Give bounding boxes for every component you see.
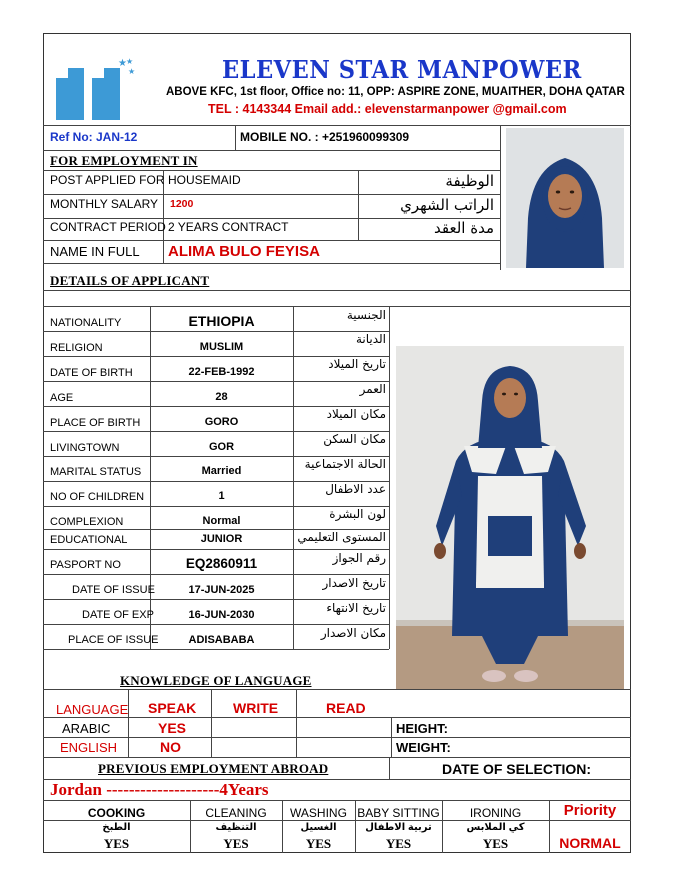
- date-of-exp-label: DATE OF EXP: [82, 609, 154, 621]
- children-arabic: عدد الاطفال: [325, 482, 386, 496]
- company-name: ELEVEN STAR MANPOWER: [222, 55, 582, 84]
- skill-cleaning-label: CLEANING: [205, 806, 267, 820]
- arabic-speak-value: YES: [158, 720, 187, 736]
- skill-ironing-arabic: كي الملابس: [466, 822, 525, 833]
- priority-value: NORMAL: [559, 835, 621, 851]
- logo-graphic: [52, 52, 136, 124]
- skill-cleaning-value: YES: [223, 836, 249, 851]
- marital-status-arabic: الحالة الاجتماعية: [304, 457, 386, 471]
- skill-cooking-arabic: الطبخ: [102, 822, 131, 833]
- weight-label: WEIGHT:: [396, 740, 451, 755]
- complexion-label: COMPLEXION: [50, 516, 124, 528]
- employment-section-title: FOR EMPLOYMENT IN: [50, 153, 198, 168]
- religion-value: MUSLIM: [199, 341, 244, 353]
- educational-value: JUNIOR: [200, 533, 243, 545]
- svg-text:★: ★: [128, 67, 136, 76]
- language-section-title: KNOWLEDGE OF LANGUAGE: [120, 673, 312, 688]
- livingtown-label: LIVINGTOWN: [50, 442, 120, 454]
- passport-no-value: EQ2860911: [185, 556, 258, 571]
- svg-text:★: ★: [126, 57, 134, 66]
- dob-value: 22-FEB-1992: [188, 366, 255, 378]
- previous-employment-title: PREVIOUS EMPLOYMENT ABROAD: [98, 761, 329, 776]
- complexion-value: Normal: [202, 515, 241, 527]
- date-of-exp-arabic: تاريخ الانتهاء: [326, 601, 386, 615]
- religion-arabic: الديانة: [355, 332, 386, 346]
- post-applied-value: HOUSEMAID: [168, 173, 241, 187]
- applicant-passport-photo: [506, 128, 624, 268]
- monthly-salary-arabic: الراتب الشهري: [400, 196, 494, 214]
- children-value: 1: [218, 490, 225, 502]
- english-language-label: ENGLISH: [60, 740, 118, 755]
- monthly-salary-label: MONTHLY SALARY: [50, 197, 159, 211]
- age-label: AGE: [50, 392, 74, 404]
- nationality-arabic: الجنسية: [346, 308, 386, 322]
- complexion-arabic: لون البشرة: [329, 507, 386, 521]
- skill-baby-sitting-value: YES: [385, 836, 412, 851]
- place-of-issue-arabic: مكان الاصدار: [320, 626, 386, 640]
- contract-period-label: CONTRACT PERIOD: [50, 220, 166, 234]
- post-applied-label: POST APPLIED FOR: [50, 173, 165, 187]
- contract-period-value: 2 YEARS CONTRACT: [168, 220, 289, 234]
- religion-label: RELIGION: [50, 342, 103, 354]
- dob-arabic: تاريخ الميلاد: [328, 357, 386, 371]
- language-header: LANGUAGE: [56, 702, 129, 717]
- company-logo: [52, 52, 136, 124]
- nationality-label: NATIONALITY: [50, 317, 122, 329]
- skill-washing-value: YES: [305, 836, 332, 851]
- livingtown-arabic: مكان السكن: [323, 432, 386, 446]
- date-of-issue-value: 17-JUN-2025: [188, 584, 255, 596]
- priority-label: Priority: [563, 802, 617, 819]
- educational-arabic: المستوى التعليمي: [297, 530, 386, 544]
- nationality-value: ETHIOPIA: [188, 313, 255, 329]
- place-of-issue-value: ADISABABA: [188, 634, 255, 646]
- read-header: READ: [326, 700, 366, 716]
- skill-washing-label: WASHING: [290, 806, 347, 820]
- skill-cooking-value: YES: [103, 836, 130, 851]
- arabic-language-label: ARABIC: [62, 721, 111, 736]
- write-header: WRITE: [233, 700, 279, 716]
- age-arabic: العمر: [359, 382, 386, 396]
- skill-cleaning-arabic: التنظيف: [215, 822, 257, 833]
- height-label: HEIGHT:: [396, 721, 448, 736]
- company-address: ABOVE KFC, 1st floor, Office no: 11, OPP: ASPIRE ZONE, MUAITHER, DOHA QATAR: [166, 86, 625, 98]
- marital-status-label: MARITAL STATUS: [50, 466, 142, 478]
- applicant-full-body-photo: [396, 346, 624, 689]
- passport-no-label: PASPORT NO: [50, 559, 121, 571]
- skill-baby-sitting-label: BABY SITTING: [357, 806, 440, 820]
- skill-washing-arabic: الغسيل: [300, 822, 337, 833]
- skill-baby-sitting-arabic: تربية الاطفال: [365, 822, 432, 833]
- age-value: 28: [215, 391, 228, 403]
- english-speak-value: NO: [160, 739, 181, 755]
- skill-ironing-value: YES: [482, 836, 509, 851]
- children-label: NO OF CHILDREN: [50, 491, 145, 503]
- skill-ironing-label: IRONING: [469, 806, 522, 820]
- livingtown-value: GOR: [208, 441, 235, 453]
- skill-cooking-label: COOKING: [87, 806, 146, 820]
- svg-text:★: ★: [118, 58, 127, 69]
- details-section-title: DETAILS OF APPLICANT: [50, 273, 210, 288]
- speak-header: SPEAK: [148, 700, 197, 716]
- date-of-issue-arabic: تاريخ الاصدار: [322, 576, 386, 590]
- ref-number: Ref No: JAN-12: [50, 130, 138, 144]
- date-of-selection-label: DATE OF SELECTION:: [442, 761, 592, 777]
- mobile-number: MOBILE NO. : +251960099309: [240, 130, 410, 144]
- monthly-salary-value: 1200: [170, 198, 194, 210]
- full-name-label: NAME IN FULL: [50, 244, 140, 259]
- educational-label: EDUCATIONAL: [50, 534, 128, 546]
- date-of-issue-label: DATE OF ISSUE: [72, 584, 155, 596]
- place-of-birth-arabic: مكان الميلاد: [326, 407, 386, 421]
- date-of-exp-value: 16-JUN-2030: [188, 609, 255, 621]
- marital-status-value: Married: [201, 465, 242, 477]
- post-applied-arabic: الوظيفة: [445, 172, 494, 190]
- passport-no-arabic: رقم الجواز: [332, 551, 386, 565]
- company-contact: TEL : 4143344 Email add.: elevenstarmanpower @gmail.com: [208, 102, 567, 116]
- place-of-birth-value: GORO: [204, 416, 239, 428]
- contract-period-arabic: مدة العقد: [434, 219, 494, 237]
- previous-employment-entry: Jordan --------------------4Years: [50, 780, 269, 799]
- full-name-value: ALIMA BULO FEYISA: [168, 243, 320, 260]
- dob-label: DATE OF BIRTH: [50, 367, 133, 379]
- place-of-birth-label: PLACE OF BIRTH: [50, 417, 141, 429]
- place-of-issue-label: PLACE OF ISSUE: [68, 634, 159, 646]
